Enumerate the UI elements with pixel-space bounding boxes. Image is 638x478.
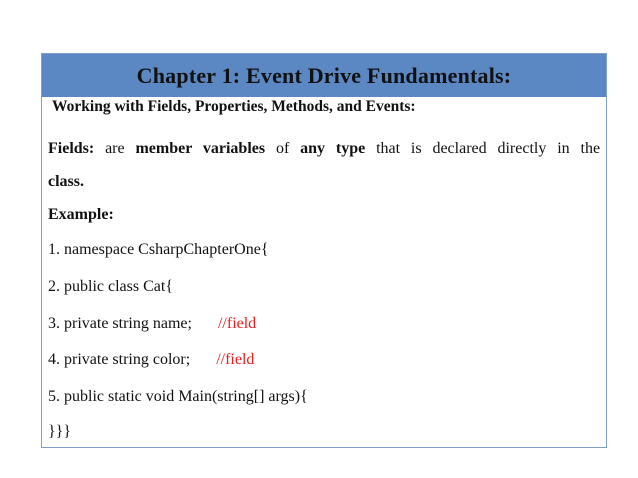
code-line-5: 5. public static void Main(string[] args){ <box>48 388 308 405</box>
code-line-6: }}} <box>48 423 72 440</box>
code-line-4-text: 4. private string color; <box>48 351 191 368</box>
code-line-1: 1. namespace CsharpChapterOne{ <box>48 241 269 258</box>
definition-member-variables: member variables <box>135 140 266 157</box>
code-line-3-text: 3. private string name; <box>48 315 192 332</box>
code-line-2: 2. public class Cat{ <box>48 278 173 295</box>
code-line-3-comment: //field <box>217 315 257 332</box>
definition-word-are: are <box>105 140 125 157</box>
definition-end: class. <box>48 173 84 190</box>
definition-any-type: any type <box>300 140 366 157</box>
slide-title: Chapter 1: Event Drive Fundamentals: <box>136 62 512 88</box>
example-label: Example: <box>48 206 114 223</box>
definition-word-of: of <box>275 140 290 157</box>
code-line-4-comment: //field <box>216 351 255 368</box>
title-bar <box>42 54 606 97</box>
fields-term: Fields: <box>48 140 95 157</box>
code-line-3 <box>48 314 632 334</box>
definition-rest: that is declared directly in the <box>376 140 601 157</box>
section-subtitle: Working with Fields, Properties, Methods, and Events: <box>52 98 416 115</box>
code-line-4 <box>48 350 632 370</box>
fields-definition <box>48 139 600 159</box>
